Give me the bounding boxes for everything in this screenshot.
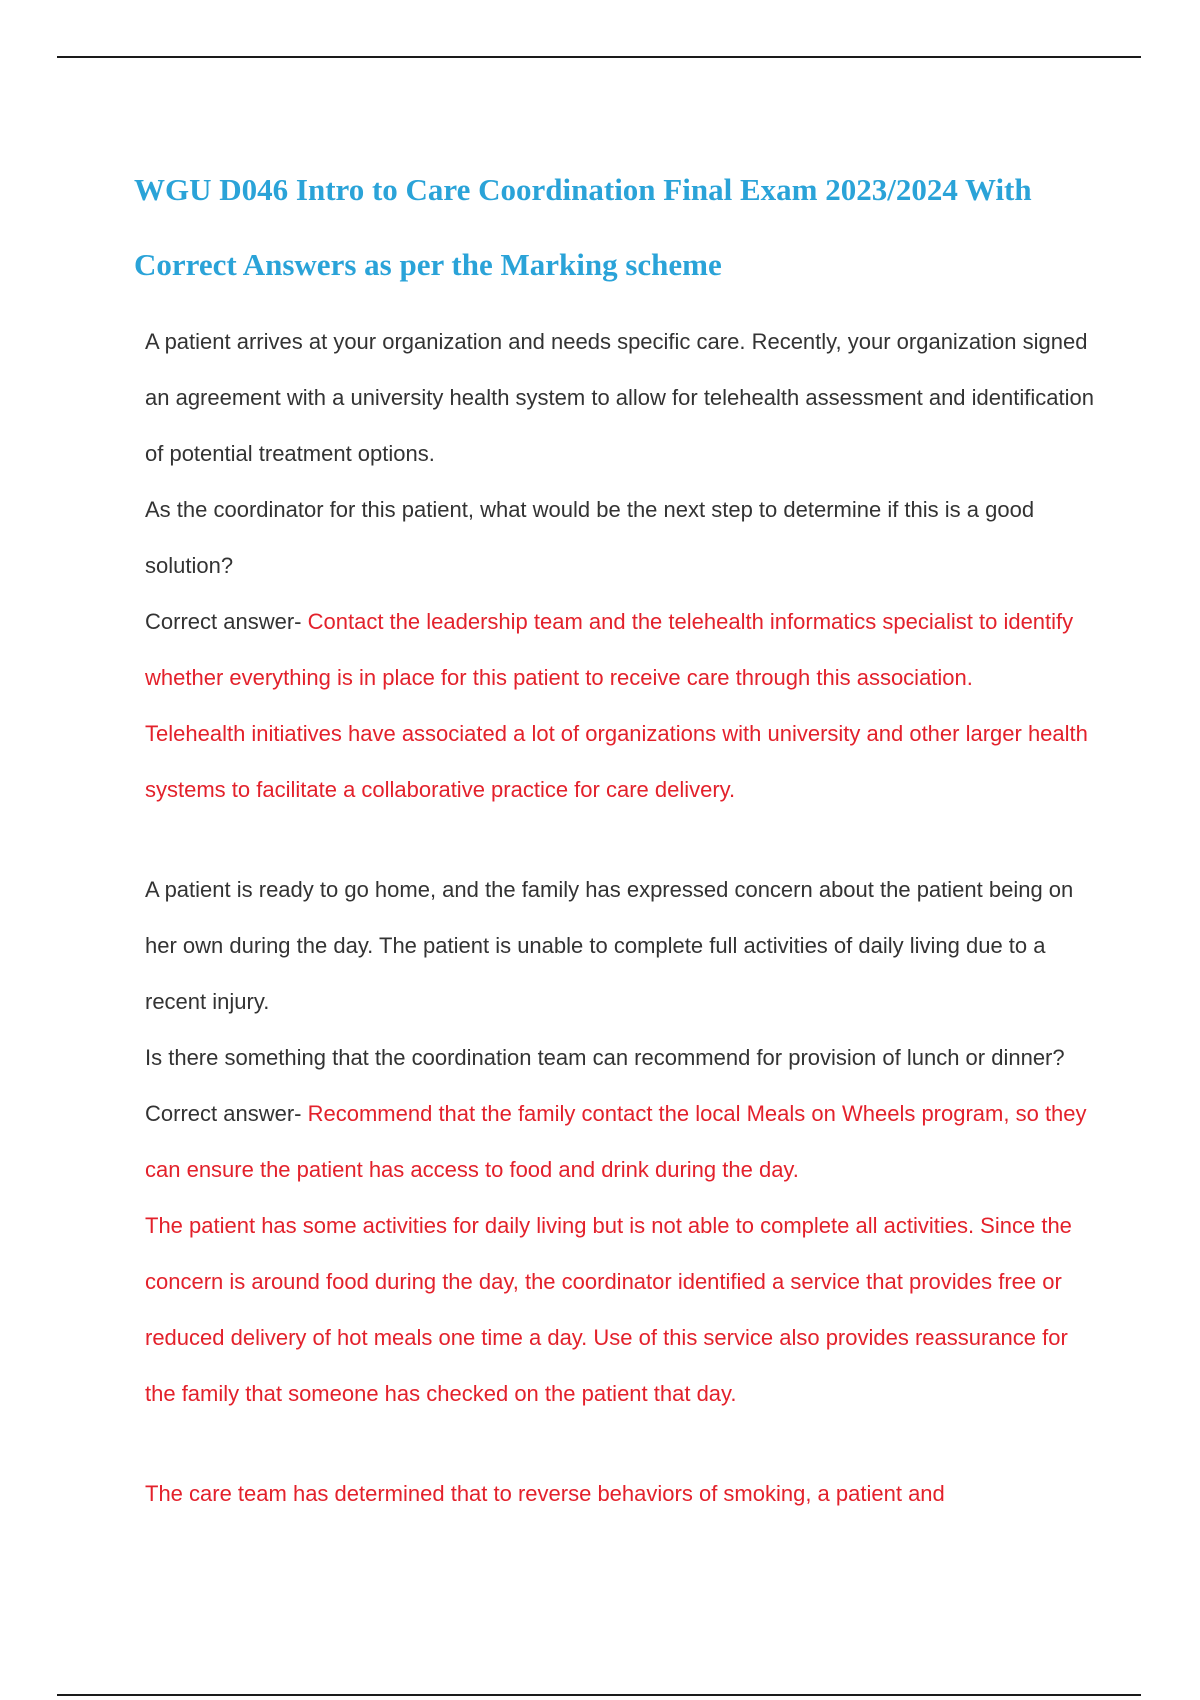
question-2-rationale: The patient has some activities for daily living but is not able to complete all activities. Since the concern is around food during the day, the coordinator identified a service that provides free or reduced delivery of hot meals one time a day. Use of this service also provides reassurance for the family that someone has checked on the patient that day. — [145, 1213, 1072, 1406]
question-1-rationale: Telehealth initiatives have associated a lot of organizations with university and other larger health systems to facilitate a collaborative practice for care delivery. — [145, 721, 1088, 802]
footer-rule — [57, 1694, 1141, 1696]
answer-text: Recommend that the family contact the local Meals on Wheels program, so they can ensure the patient has access to food and drink during the day. — [145, 1101, 1087, 1182]
question-1-text: A patient arrives at your organization and needs specific care. Recently, your organization signed an agreement with a university health system to allow for telehealth assessment and identification of potential treatment options. — [145, 329, 1094, 466]
document-title: WGU D046 Intro to Care Coordination Final Exam 2023/2024 With Correct Answers as per the Marking scheme — [134, 172, 1032, 282]
question-2-answer — [145, 1086, 1095, 1198]
question-2-prompt: Is there something that the coordination team can recommend for provision of lunch or dinner? — [145, 1045, 1065, 1070]
answer-label: Correct answer- — [145, 1101, 302, 1126]
answer-text: Contact the leadership team and the telehealth informatics specialist to identify whether everything is in place for this patient to receive care through this association. — [145, 609, 1074, 690]
question-3-text: The care team has determined that to reverse behaviors of smoking, a patient and — [145, 1481, 945, 1506]
document-body — [145, 314, 1095, 1522]
header-rule — [57, 56, 1141, 58]
question-1-prompt: As the coordinator for this patient, what would be the next step to determine if this is a good solution? — [145, 497, 1035, 578]
spacer — [145, 1422, 1095, 1466]
spacer — [145, 818, 1095, 862]
question-1-answer — [145, 594, 1095, 706]
answer-label: Correct answer- — [145, 609, 302, 634]
question-2-text: A patient is ready to go home, and the family has expressed concern about the patient being on her own during the day. The patient is unable to complete full activities of daily living due to a recent injury. — [145, 877, 1074, 1014]
